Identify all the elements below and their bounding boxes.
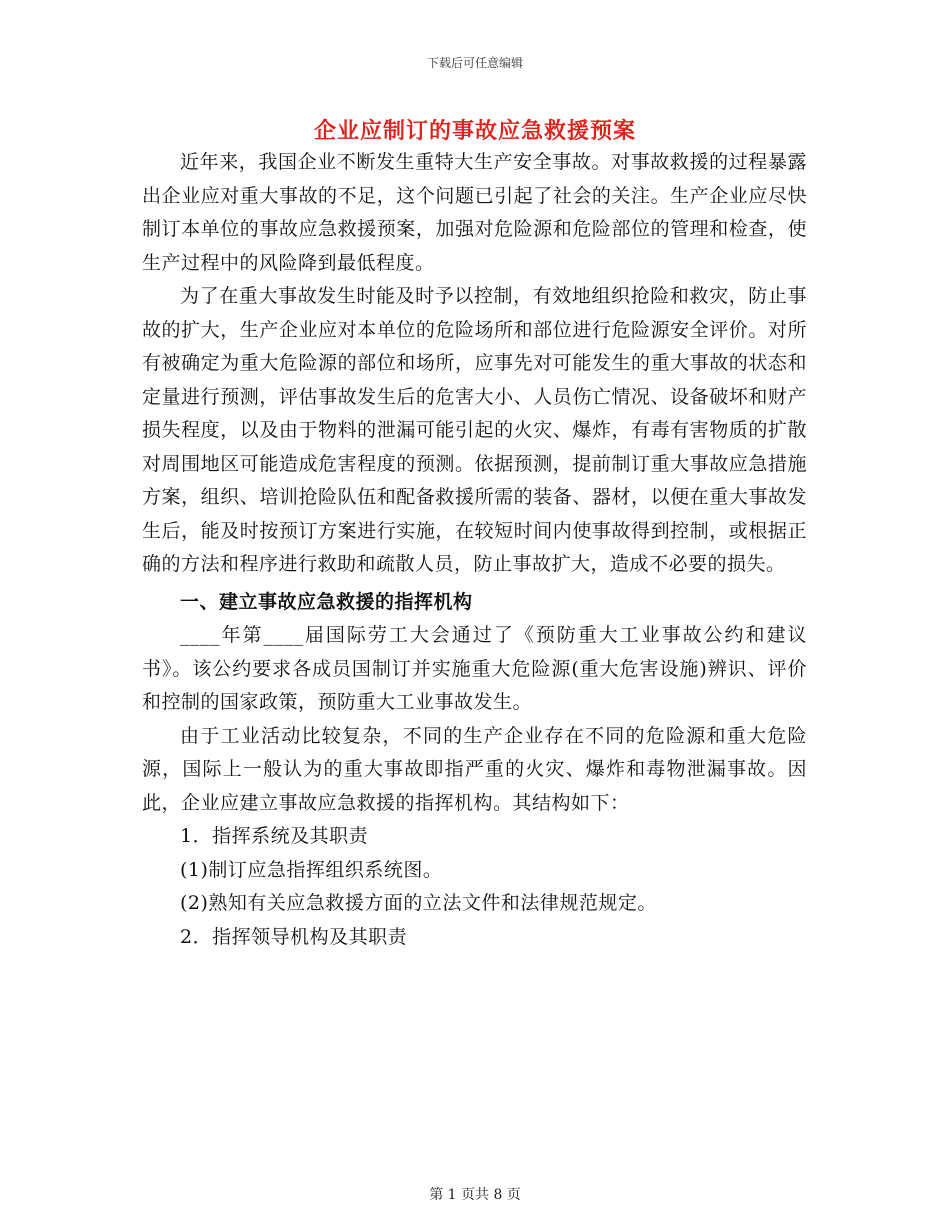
page-header-note: 下载后可任意编辑 xyxy=(426,56,523,70)
paragraph-intro: 近年来，我国企业不断发生重特大生产安全事故。对事故救援的过程暴露出企业应对重大事故的不足，这个问题已引起了社会的关注。生产企业应尽快制订本单位的事故应急救援预案，加强对危险源和危险部位的管理和检查，使生产过程中的风险降到最低程度。 xyxy=(142,151,807,274)
paragraph-structure: 由于工业活动比较复杂，不同的生产企业存在不同的危险源和重大危险源，国际上一般认为的重大事故即指严重的火灾、爆炸和毒物泄漏事故。因此，企业应建立事故应急救援的指挥机构。其结构如下： xyxy=(142,724,807,814)
section-heading: 一、建立事故应急救援的指挥机构 xyxy=(180,590,473,613)
page-number: 第 1 页共 8 页 xyxy=(429,1187,521,1203)
document-title: 企业应制订的事故应急救援预案 xyxy=(313,118,636,144)
paragraph-control: 为了在重大事故发生时能及时予以控制，有效地组织抢险和救灾，防止事故的扩大，生产企业应对本单位的危险场所和部位进行危险源安全评价。对所有被确定为重大危险源的部位和场所，应事先对可能发生的重大事故的状态和定量进行预测，评估事故发生后的危害大小、人员伤亡情况、设备破坏和财产损失程度，以及由于物料的泄漏可能引起的火灾、爆炸，有毒有害物质的扩散对周围地区可能造成危害程度的预测。依据预测，提前制订重大事故应急措施方案，组织、培训抢险队伍和配备救援所需的装备、器材，以便在重大事故发生后，能及时按预订方案进行实施，在较短时间内使事故得到控制，或根据正确的方法和程序进行救助和疏散人员，防止事故扩大，造成不必要的损失。 xyxy=(142,285,807,575)
list-item: (2)熟知有关应急救援方面的立法文件和法律规范规定。 xyxy=(180,892,657,914)
paragraph-convention: ____年第____届国际劳工大会通过了《预防重大工业事故公约和建议书》。该公约要求各成员国制订并实施重大危险源(重大危害设施)辨识、评价和控制的国家政策，预防重大工业事故发生。 xyxy=(142,624,807,713)
list-item: 2．指挥领导机构及其职责 xyxy=(180,925,408,948)
list-item: (1)制订应急指挥组织系统图。 xyxy=(180,858,443,881)
list-item: 1．指挥系统及其职责 xyxy=(180,825,369,847)
document-body xyxy=(142,146,807,954)
